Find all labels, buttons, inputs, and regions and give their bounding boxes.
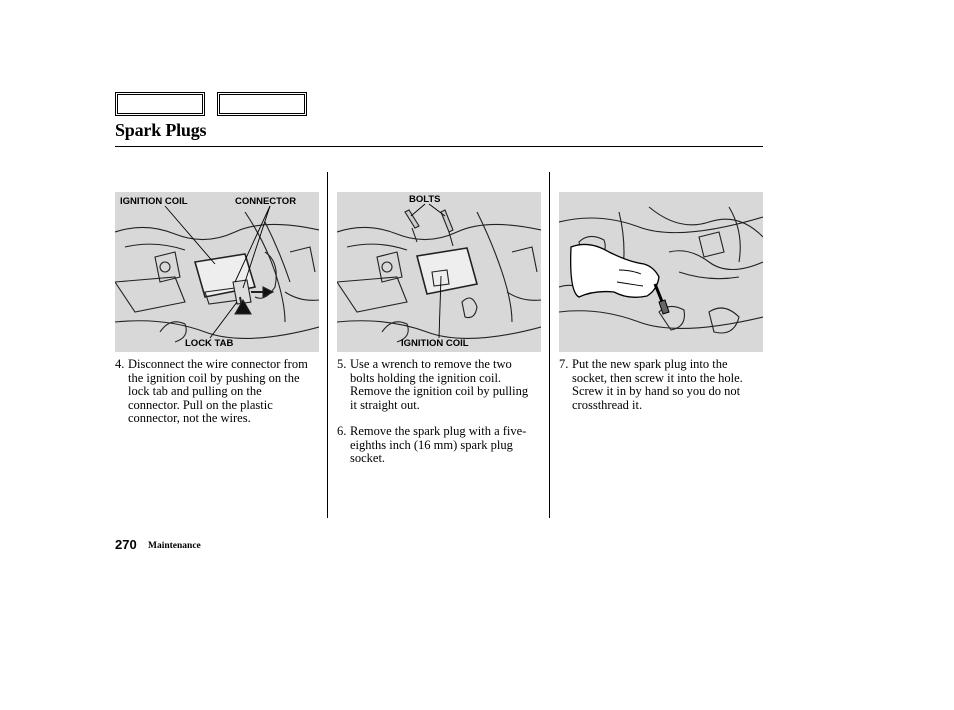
section-tab-2[interactable] xyxy=(217,92,307,116)
step-number: 5. xyxy=(337,357,347,371)
step-4 xyxy=(115,358,311,426)
page-title: Spark Plugs xyxy=(115,120,207,140)
callout-ignition-coil-2: IGNITION COIL xyxy=(401,338,469,349)
step-number: 7. xyxy=(559,357,569,371)
step-text: Disconnect the wire connector from the ignition coil by pushing on the lock tab and pulling on the connector. Pull on the plastic connector, not the wires. xyxy=(128,357,308,425)
step-5 xyxy=(337,358,533,412)
step-text: Use a wrench to remove the two bolts holding the ignition coil. Remove the ignition coil by pulling it straight out. xyxy=(350,357,529,412)
section-name: Maintenance xyxy=(148,541,201,551)
step-number: 4. xyxy=(115,357,125,371)
callout-lock-tab: LOCK TAB xyxy=(185,338,234,349)
column-divider-2 xyxy=(549,172,550,518)
illustration-install-plug xyxy=(559,192,763,352)
step-7 xyxy=(559,358,755,412)
column-divider-1 xyxy=(327,172,328,518)
engine-drawing-2 xyxy=(337,192,541,352)
section-tab-1[interactable] xyxy=(115,92,205,116)
step-6 xyxy=(337,425,533,466)
engine-drawing-3 xyxy=(559,192,763,352)
step-number: 6. xyxy=(337,424,347,438)
step-text: Remove the spark plug with a five-eighths inch (16 mm) spark plug socket. xyxy=(350,424,527,465)
callout-bolts: BOLTS xyxy=(409,194,441,205)
callout-connector: CONNECTOR xyxy=(235,196,297,207)
step-text: Put the new spark plug into the socket, then screw it into the hole. Screw it in by hand so you do not crossthread it. xyxy=(572,357,743,412)
illustration-remove-bolts xyxy=(337,192,541,352)
page-number: 270 xyxy=(115,537,137,552)
engine-drawing-1 xyxy=(115,192,319,352)
callout-ignition-coil: IGNITION COIL xyxy=(120,196,188,207)
title-rule xyxy=(115,146,763,147)
illustration-disconnect-connector xyxy=(115,192,319,352)
